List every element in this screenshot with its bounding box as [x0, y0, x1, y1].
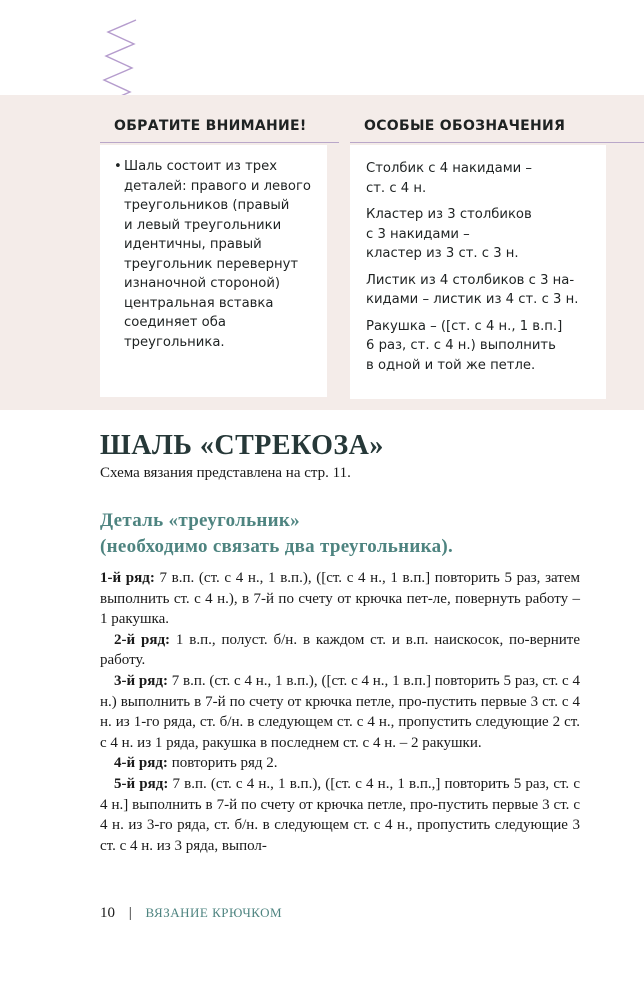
- symbol-line: с 3 накидами –: [366, 226, 470, 242]
- row-paragraph: [100, 568, 580, 630]
- symbol-line: Ракушка – ([ст. с 4 н., 1 в.п.]: [366, 318, 563, 334]
- notice-line: треугольник перевернут: [124, 256, 299, 272]
- row-label: 3-й ряд:: [114, 672, 168, 689]
- notice-bullet-item: [114, 157, 319, 352]
- row-paragraph: [100, 774, 580, 856]
- symbol-line: в одной и той же петле.: [366, 357, 536, 373]
- pattern-title: ШАЛЬ «СТРЕКОЗА»: [100, 430, 384, 461]
- notice-line: изнаночной стороной): [124, 276, 281, 291]
- symbol-item: [366, 271, 596, 310]
- row-label: 5-й ряд:: [114, 775, 169, 792]
- symbol-item: [366, 159, 596, 198]
- row-text: 7 в.п. (ст. с 4 н., 1 в.п.), ([ст. с 4 н., 1 в.п.] повторить 5 раз, ст. с 4 н.) выполнить в 7-й по счету от крючка петле, про-пустить первые 3 ст. с 4 н. из 1-го ряда, ст. б/н. в следующем ст. с 4 н., пропустить следующие 2 ст. с 4 н. из 1 ряда, ракушка в последнем ст. с 4 н. – 2 ракушки.: [100, 672, 580, 751]
- row-label: 4-й ряд:: [114, 755, 168, 772]
- symbols-heading: ОСОБЫЕ ОБОЗНАЧЕНИЯ: [350, 118, 644, 143]
- symbol-line: Столбик с 4 накидами –: [366, 161, 533, 176]
- section-heading: [100, 508, 453, 560]
- row-text: повторить ряд 2.: [167, 755, 278, 772]
- symbol-line: ст. с 4 н.: [366, 180, 427, 196]
- running-title: ВЯЗАНИЕ КРЮЧКОМ: [145, 905, 283, 920]
- symbol-line: Листик из 4 столбиков с 3 на-: [366, 272, 575, 288]
- symbol-line: Кластер из 3 столбиков: [366, 207, 532, 222]
- symbol-line: кластер из 3 ст. с 3 н.: [366, 246, 519, 261]
- symbols-box: [350, 145, 606, 399]
- page-footer: [100, 905, 282, 922]
- section-heading-line: (необходимо связать два треугольника).: [100, 536, 454, 557]
- page-number: 10: [100, 905, 115, 921]
- bullet-marker: •: [114, 159, 122, 174]
- row-paragraph: [100, 753, 580, 774]
- notice-text: [124, 157, 311, 352]
- notice-heading: ОБРАТИТЕ ВНИМАНИЕ!: [100, 118, 339, 143]
- row-label: 2-й ряд:: [114, 631, 171, 648]
- notice-line: треугольников (правый: [124, 198, 290, 213]
- row-paragraph: [100, 630, 580, 671]
- symbol-item: [366, 205, 596, 264]
- section-heading-line: Деталь «треугольник»: [100, 510, 300, 531]
- instructions: [100, 568, 580, 856]
- notice-line: Шаль состоит из трех: [124, 159, 278, 174]
- symbol-line: 6 раз, ст. с 4 н.) выполнить: [366, 338, 556, 353]
- notice-line: деталей: правого и левого: [124, 178, 311, 194]
- notice-line: центральная вставка: [124, 295, 274, 311]
- symbol-item: [366, 317, 596, 376]
- notice-line: и левый треугольники: [124, 217, 282, 233]
- notice-line: треугольника.: [124, 334, 225, 350]
- row-text: 7 в.п. (ст. с 4 н., 1 в.п.), ([ст. с 4 н., 1 в.п.,] повторить 5 раз, ст. с 4 н.] выполнить в 7-й по счету от крючка петле, про-пустить первые 3 ст. с 4 н. из 3-го ряда, ст. б/н. в следующем ст. с 4 н., пропустить следующие 3 ст. с 4 н. из 3 ряда, выпол-: [100, 775, 580, 854]
- symbol-line: кидами – листик из 4 ст. с 3 н.: [366, 292, 579, 307]
- row-text: 7 в.п. (ст. с 4 н., 1 в.п.), ([ст. с 4 н., 1 в.п.] повторить 5 раз, затем выполнить ст. с 4 н.), в 7-й по счету от крючка пет-ле, повернуть работу – 1 ракушка.: [100, 570, 580, 628]
- row-text: 1 в.п., полуст. б/н. в каждом ст. и в.п. наискосок, по-верните работу.: [100, 631, 580, 669]
- notice-line: соединяет оба: [124, 315, 226, 330]
- pattern-subtitle: Схема вязания представлена на стр. 11.: [100, 465, 351, 481]
- row-paragraph: [100, 671, 580, 753]
- notice-box: [100, 145, 327, 397]
- notice-line: идентичны, правый: [124, 237, 262, 252]
- footer-separator: |: [128, 905, 132, 921]
- row-label: 1-й ряд:: [100, 570, 155, 586]
